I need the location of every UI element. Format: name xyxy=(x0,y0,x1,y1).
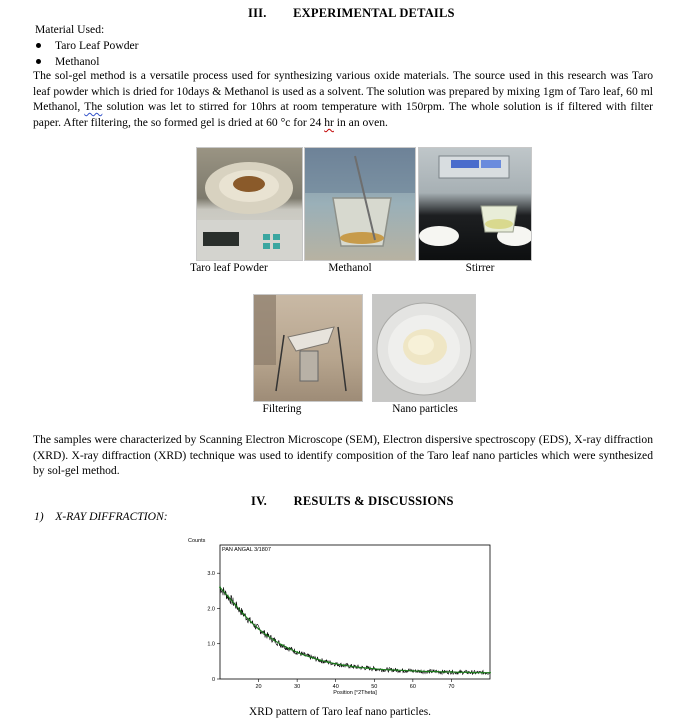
bullet-text: Methanol xyxy=(55,55,100,68)
data-point xyxy=(381,669,383,671)
y-axis-ticks xyxy=(207,571,220,683)
inset-label: PAN ANGAL 3/1807 xyxy=(222,547,271,553)
data-point xyxy=(273,639,275,641)
caption-taro-leaf-powder: Taro leaf Powder xyxy=(190,262,268,274)
data-point xyxy=(250,621,252,623)
paragraph-text: solution was let to stirred for 10hrs at room temperature with 150rpm. The whole solution is if filtered with filter paper. After filtering, the so formed gel is dried at 60 °c for 24 xyxy=(33,100,653,129)
section-heading-experimental: III. EXPERIMENTAL DETAILS xyxy=(248,6,455,20)
data-point xyxy=(327,661,329,663)
data-point xyxy=(312,657,314,659)
x-tick-label: 40 xyxy=(332,684,339,690)
paragraph-text: The xyxy=(84,100,103,114)
data-point xyxy=(235,604,237,606)
data-point xyxy=(451,671,453,673)
experimental-paragraph xyxy=(33,68,653,130)
stirrer-illustration xyxy=(419,148,531,260)
data-point xyxy=(289,648,291,650)
data-point xyxy=(412,670,414,672)
nano-particles-photo xyxy=(372,294,476,402)
caption-filtering: Filtering xyxy=(262,403,302,415)
bullet-item xyxy=(36,38,139,54)
data-point xyxy=(242,613,244,615)
y-tick-label: 2.0 xyxy=(207,606,215,613)
data-point xyxy=(481,672,483,674)
data-point xyxy=(404,670,406,672)
data-point xyxy=(397,669,399,671)
x-tick-label: 70 xyxy=(448,684,455,690)
figure-caption: XRD pattern of Taro leaf nano particles. xyxy=(249,706,431,718)
data-point xyxy=(227,595,229,597)
paragraph-text: in an oven. xyxy=(333,115,388,129)
filter-illustration xyxy=(254,295,362,401)
stirrer-photo xyxy=(418,147,532,261)
data-point xyxy=(281,644,283,646)
data-point xyxy=(343,664,345,666)
data-point xyxy=(296,651,298,653)
section-heading-results: IV. RESULTS & DISCUSSIONS xyxy=(251,494,454,508)
bullet-text: Taro Leaf Powder xyxy=(55,39,139,52)
data-point xyxy=(304,654,306,656)
data-point xyxy=(265,634,267,636)
data-point xyxy=(350,665,352,667)
beaker-illustration xyxy=(305,148,415,260)
plot-frame xyxy=(220,545,490,679)
data-point xyxy=(466,671,468,673)
bullet-icon xyxy=(36,59,41,64)
data-point xyxy=(258,628,260,630)
x-axis-ticks xyxy=(256,679,455,690)
data-point xyxy=(474,672,476,674)
nano-powder-illustration xyxy=(373,295,475,401)
data-point xyxy=(420,670,422,672)
xrd-chart xyxy=(180,533,500,698)
data-point xyxy=(373,668,375,670)
scale-illustration xyxy=(197,148,302,260)
taro-leaf-powder-photo xyxy=(196,147,303,261)
data-point xyxy=(358,666,360,668)
data-point xyxy=(458,671,460,673)
data-point xyxy=(443,671,445,673)
y-tick-label: 3.0 xyxy=(207,571,215,578)
data-point xyxy=(366,667,368,669)
x-tick-label: 20 xyxy=(255,684,262,690)
data-point xyxy=(219,586,221,588)
data-point xyxy=(489,672,491,674)
data-point xyxy=(435,671,437,673)
x-axis-label: Position [°2Theta] xyxy=(333,690,377,696)
y-axis-label: Counts xyxy=(188,538,206,544)
data-point xyxy=(389,669,391,671)
data-point xyxy=(335,663,337,665)
caption-methanol: Methanol xyxy=(328,262,372,274)
caption-stirrer: Stirrer xyxy=(465,262,495,274)
subheading-xray-diffraction: 1) X-RAY DIFFRACTION: xyxy=(34,510,168,523)
x-tick-label: 50 xyxy=(371,684,378,690)
characterization-paragraph: The samples were characterized by Scanning Electron Microscope (SEM), Electron dispersive spectroscopy (EDS), X-ray diffraction (XRD). X-ray diffraction (XRD) technique was used to identify composition of the Taro leaf nano particles which were synthesized by sol-gel method. xyxy=(33,433,653,478)
bullet-icon xyxy=(36,43,41,48)
data-point xyxy=(427,671,429,673)
x-tick-label: 30 xyxy=(294,684,301,690)
y-tick-label: 1.0 xyxy=(207,641,215,648)
methanol-photo xyxy=(304,147,416,261)
y-tick-label: 0 xyxy=(211,677,215,683)
caption-nano-particles: Nano particles xyxy=(392,403,458,415)
paragraph-text: hr xyxy=(324,115,334,129)
data-point xyxy=(319,659,321,661)
paragraph-text: The sol-gel method is a versatile process used for synthesizing various oxide materials. The source used in this research was Taro leaf powder which is dried for 10days & Methanol is used as a solvent. The solution was prepared by mixing 1gm of Taro leaf, 60 ml Methanol, xyxy=(33,69,653,114)
material-used-label: Material Used: xyxy=(35,23,105,36)
filtering-photo xyxy=(253,294,363,402)
x-tick-label: 60 xyxy=(409,684,416,690)
